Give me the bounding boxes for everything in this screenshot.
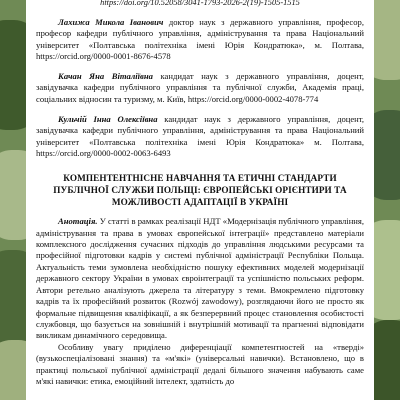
abstract-label: Анотація. — [58, 216, 98, 227]
author-entry — [36, 17, 364, 62]
abstract-text: У статті в рамках реалізації НДТ «Модернізація публічного управління, адміністрування та права в умовах європейської інтеграції» представлено матеріали комплексного дослідження сучасних підходів до управління людськими ресурсами та професійної підготовки кадрів у системі публічної адміністрації Республіки Польща. Актуальність теми зумовлена необхідністю пошуку ефективних моделей модернізації державного сектору України в умовах євроінтеграції та успішністю польських реформ. Автори ретельно аналізують джерела та літературу з теми. Вмокремлено підготовку кадрів та їх професійний розвиток (Rozwój zawodowy), розглядаючи його не просто як формальне підвищення кваліфікації, а як безперервний процес становлення особистості службовця, що базується на зовнішній і внутрішній мотивації та прагненні відповідати викликам динамічного середовища. — [36, 216, 364, 341]
article-title: КОМПЕНТЕНТНІСНЕ НАВЧАННЯ ТА ЕТИЧНІ СТАНДАРТИ ПУБЛІЧНОЇ СЛУЖБИ ПОЛЬЩІ: ЄВРОПЕЙСЬКІ ОРІЄНТИРИ ТА МОЖЛИВОСТІ АДАПТАЦІЇ В УКРАЇНІ — [53, 173, 347, 208]
author-name: Качан Яна Віталіївна — [58, 71, 153, 82]
body-paragraph: Особливу увагу приділено диференціації компетентностей на «тверді» (вузькоспеціалізовані знання) та «м'які» (універсальні навички). Встановлено, що в практиці польської публічної адміністрації дедалі більшого значення набувають саме м'які навички: етика, емоційний інтелект, здатність до — [36, 341, 364, 386]
author-name: Кульчій Інна Олексіївна — [58, 114, 158, 125]
paper-page — [26, 0, 374, 400]
author-entry — [36, 114, 364, 159]
author-name: Лахижа Микола Іванович — [58, 17, 164, 27]
abstract — [36, 216, 364, 341]
author-bio: кандидат наук з державного управління, доцент, завідувачка кафедри публічного управління та публічної служби, Академія праці, соціальних відносин та туризму, м. Київ, https://orcid.org/0000-0002-4078-774 — [36, 71, 364, 104]
author-bio: кандидат наук з державного управління, доцент, завідувачка кафедри публічного управління, адміністрування та права Національний університет «Полтавська політехніка імені Юрія Кондратюка» м. Полтава, https://orcid.org/0000-0002-0063-6493 — [36, 114, 365, 158]
author-bio: доктор наук з державного управління, професор, професор кафедри публічного управління, адміністрування та права Національний університет «Полтавська політехніка імені Юрія Кондратюка», м. Полтава, https://orcid.org/0000-0001-8676-4578 — [36, 17, 364, 61]
author-entry — [36, 71, 364, 105]
doi-link[interactable]: https://doi.org/10.52058/3041-1793-2026-2(19)-1505-1515 — [100, 0, 300, 7]
